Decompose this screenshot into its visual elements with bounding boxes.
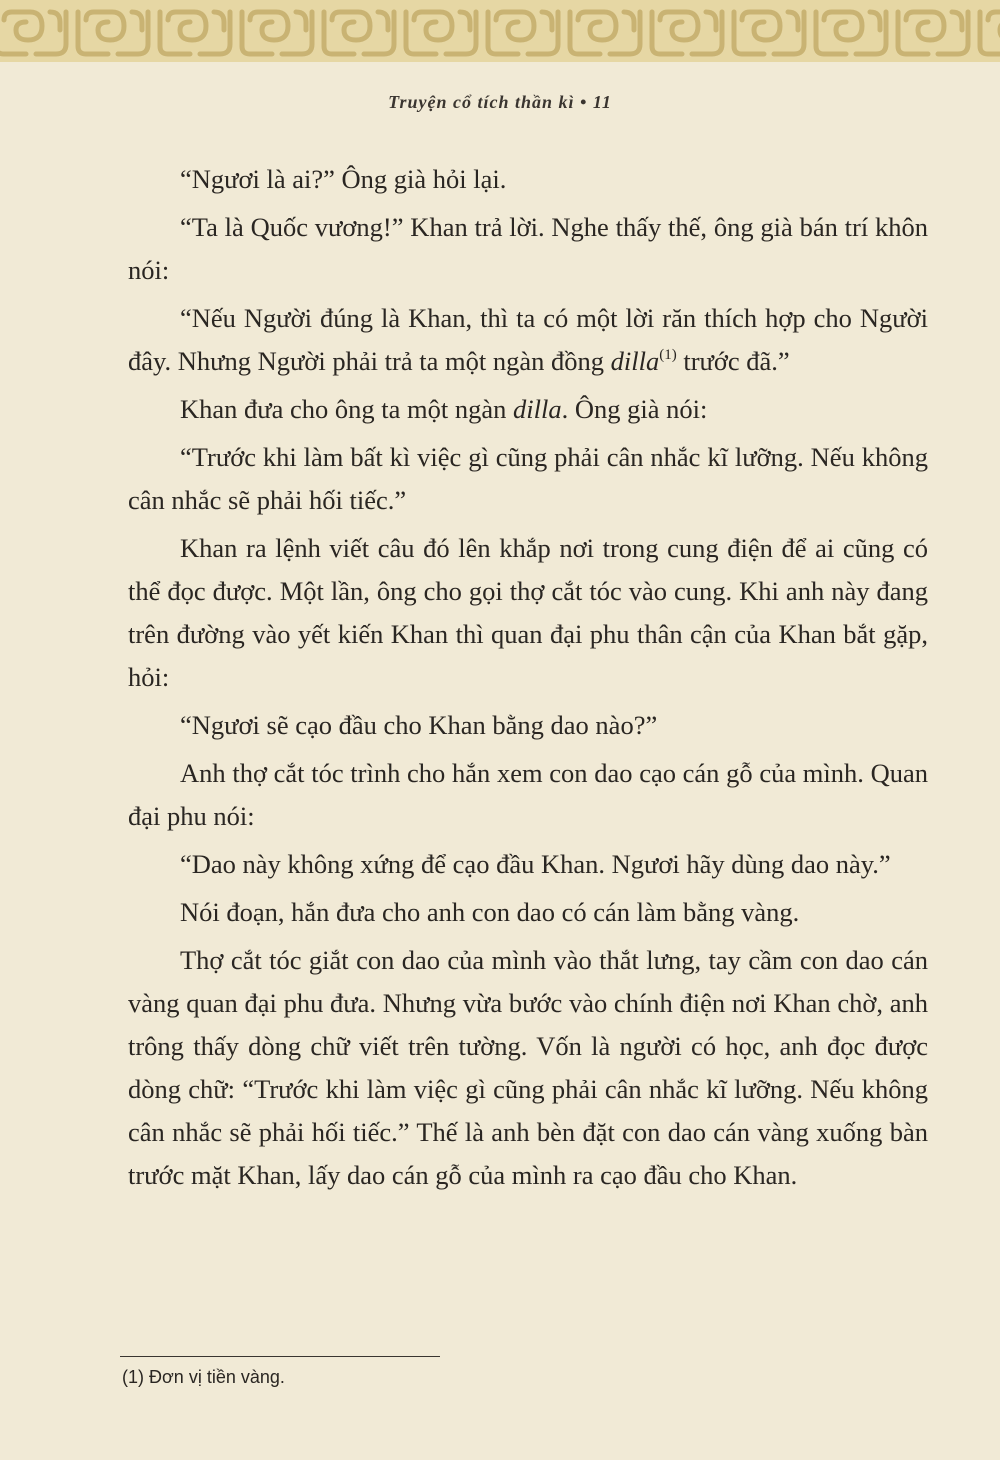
paragraph-text: “Nếu Người đúng là Khan, thì ta có một lời răn thích hợp cho Người đây. Nhưng Người phải trả ta một ngàn đồng: [128, 303, 928, 376]
footnote: (1) Đơn vị tiền vàng.: [122, 1367, 285, 1387]
footnote-divider: [120, 1356, 440, 1357]
paragraph: Nói đoạn, hắn đưa cho anh con dao có cán làm bằng vàng.: [180, 897, 800, 927]
paragraph-text: . Ông già nói:: [561, 394, 708, 424]
paragraph: “Trước khi làm bất kì việc gì cũng phải cân nhắc kĩ lưỡng. Nếu không cân nhắc sẽ phải hối tiếc.”: [128, 442, 928, 515]
italic-term: dilla: [513, 394, 562, 424]
paragraph-text: trước đã.”: [676, 346, 790, 376]
footnote-marker: (1): [659, 347, 677, 363]
paragraph: “Ngươi là ai?” Ông già hỏi lại.: [180, 164, 507, 194]
paragraph-text: Khan đưa cho ông ta một ngàn: [180, 394, 514, 424]
paragraph: [128, 388, 928, 431]
paragraph: Anh thợ cắt tóc trình cho hắn xem con dao cạo cán gỗ của mình. Quan đại phu nói:: [128, 758, 928, 831]
paragraph: Khan ra lệnh viết câu đó lên khắp nơi trong cung điện để ai cũng có thể đọc được. Một lần, ông cho gọi thợ cắt tóc vào cung. Khi anh này đang trên đường vào yết kiến Khan thì quan đại phu thân cận của Khan bắt gặp, hỏi:: [128, 533, 928, 692]
body-text: [128, 158, 928, 1202]
running-head: Truyện cổ tích thần kì • 11: [388, 92, 612, 112]
ornamental-scroll-border-icon: [0, 0, 1000, 62]
paragraph: “Ta là Quốc vương!” Khan trả lời. Nghe thấy thế, ông già bán trí khôn nói:: [128, 212, 928, 285]
paragraph: “Ngươi sẽ cạo đầu cho Khan bằng dao nào?”: [180, 710, 658, 740]
paragraph: “Dao này không xứng để cạo đầu Khan. Ngươi hãy dùng dao này.”: [180, 849, 891, 879]
paragraph: [128, 297, 928, 383]
ornamental-border: [0, 0, 1000, 62]
paragraph: Thợ cắt tóc giắt con dao của mình vào thắt lưng, tay cầm con dao cán vàng quan đại phu đưa. Nhưng vừa bước vào chính điện nơi Khan chờ, anh trông thấy dòng chữ viết trên tường. Vốn là người có học, anh đọc được dòng chữ: “Trước khi làm việc gì cũng phải cân nhắc kĩ lưỡng. Nếu không cân nhắc sẽ phải hối tiếc.” Thế là anh bèn đặt con dao cán vàng xuống bàn trước mặt Khan, lấy dao cán gỗ của mình ra cạo đầu cho Khan.: [128, 945, 928, 1190]
italic-term: dilla: [610, 346, 660, 376]
